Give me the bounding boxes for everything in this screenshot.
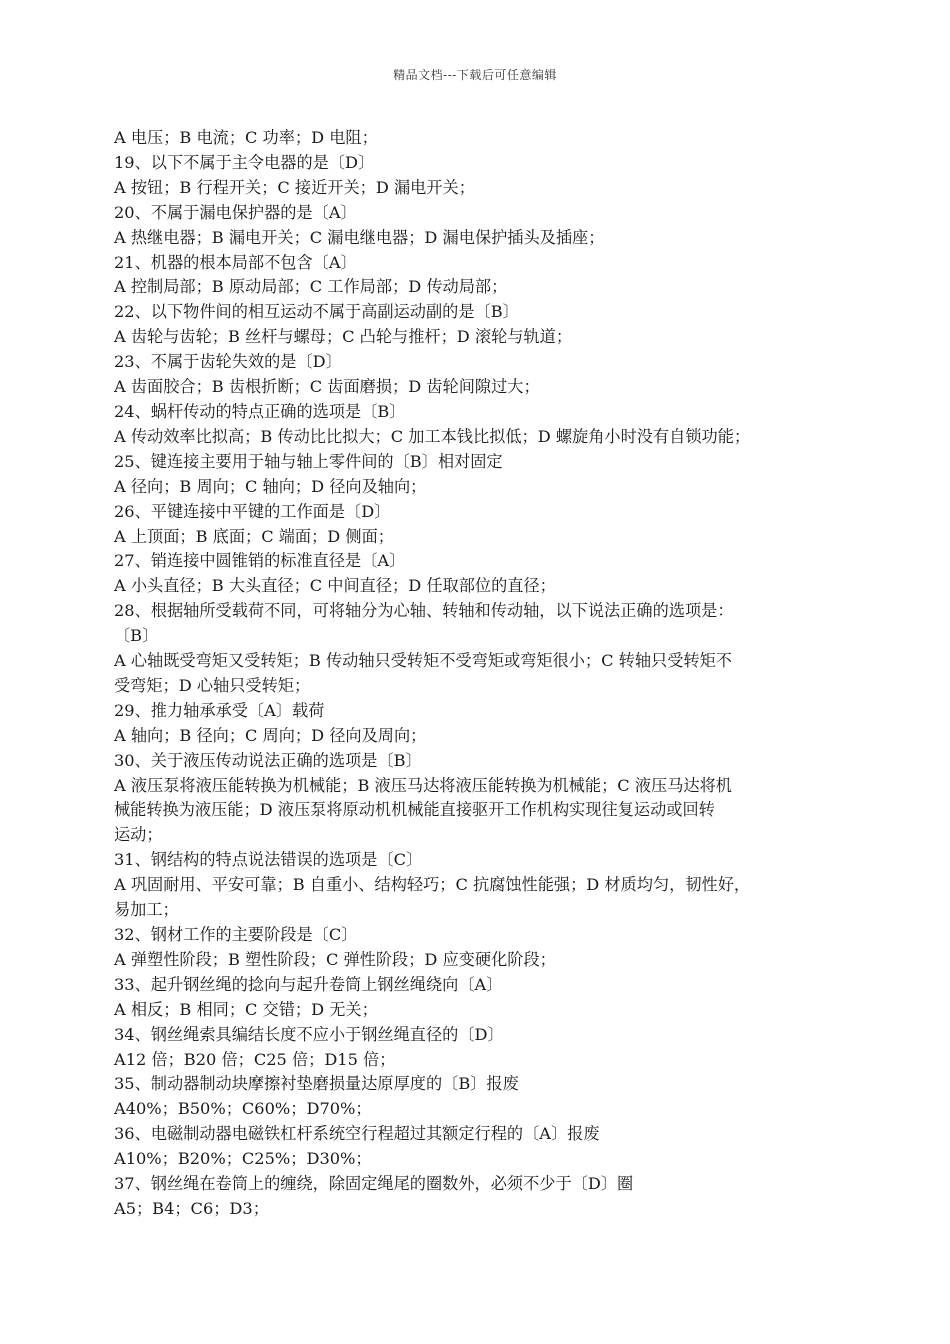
options-line: A 上顶面；B 底面；C 端面；D 侧面； (114, 526, 394, 546)
question-line: 37、钢丝绳在卷筒上的缠绕，除固定绳尾的圈数外，必须不少于〔D〕圈 (114, 1174, 634, 1194)
question-line: 21、机器的根本局部不包含〔A〕 (114, 252, 357, 272)
question-line: 30、关于液压传动说法正确的选项是〔B〕 (114, 750, 422, 770)
options-line: A 弹塑性阶段；B 塑性阶段；C 弹性阶段；D 应变硬化阶段； (114, 949, 556, 969)
question-line: 31、钢结构的特点说法错误的选项是〔C〕 (114, 850, 423, 870)
question-line: 28、根据轴所受载荷不同，可将轴分为心轴、转轴和传动轴，以下说法正确的选项是： (114, 601, 734, 621)
question-line: 32、钢材工作的主要阶段是〔C〕 (114, 925, 358, 944)
options-line: A 径向；B 周向；C 轴向；D 径向及轴向； (114, 476, 427, 496)
options-line: A 心轴既受弯矩又受转矩；B 传动轴只受转矩不受弯矩或弯矩很小；C 转轴只受转矩不 (114, 651, 732, 671)
options-line: A12 倍；B20 倍；C25 倍；D15 倍； (114, 1049, 396, 1069)
question-line: 34、钢丝绳索具编结长度不应小于钢丝绳直径的〔D〕 (114, 1024, 504, 1044)
options-line: A 液压泵将液压能转换为机械能；B 液压马达将液压能转换为机械能；C 液压马达将机 (114, 775, 732, 795)
options-line: 械能转换为液压能；D 液压泵将原动机机械能直接驱开工作机构实现往复运动或回转 (114, 800, 715, 820)
options-line: A 传动效率比拟高；B 传动比比拟大；C 加工本钱比拟低；D 螺旋角小时没有自锁功能； (114, 426, 751, 446)
options-line: A 相反；B 相同；C 交错；D 无关； (114, 999, 378, 1019)
question-line: 26、平键连接中平键的工作面是〔D〕 (114, 501, 391, 521)
page-header: 精品文档---下载后可任意编辑 (393, 68, 557, 82)
options-line: A 控制局部；B 原动局部；C 工作局部；D 传动局部； (114, 277, 508, 297)
question-line: 〔B〕 (114, 626, 159, 646)
question-line: 33、起升钢丝绳的捻向与起升卷筒上钢丝绳绕向〔A〕 (114, 974, 503, 994)
question-line: 25、键连接主要用于轴与轴上零件间的〔B〕相对固定 (114, 451, 503, 471)
options-line: A 按钮；B 行程开关；C 接近开关；D 漏电开关； (114, 177, 475, 197)
options-line: A 小头直径；B 大头直径；C 中间直径；D 任取部位的直径； (114, 576, 556, 596)
question-line: 19、以下不属于主令电器的是〔D〕 (114, 152, 375, 172)
options-line: 易加工； (114, 900, 179, 920)
question-line: 20、不属于漏电保护器的是〔A〕 (114, 202, 357, 222)
options-line: A 电压；B 电流；C 功率；D 电阻； (114, 128, 378, 147)
options-line: A 齿面胶合；B 齿根折断；C 齿面磨损；D 齿轮间隙过大； (114, 377, 540, 397)
options-line: A40%；B50%；C60%；D70%； (114, 1099, 372, 1119)
question-line: 22、以下物件间的相互运动不属于高副运动副的是〔B〕 (114, 302, 519, 322)
document-body (114, 126, 854, 1222)
options-line: 受弯矩；D 心轴只受转矩； (114, 675, 311, 695)
options-line: A 齿轮与齿轮；B 丝杆与螺母；C 凸轮与推杆；D 滚轮与轨道； (114, 327, 573, 347)
question-line: 36、电磁制动器电磁铁杠杆系统空行程超过其额定行程的〔A〕报废 (114, 1124, 600, 1144)
options-line: A5；B4；C6；D3； (114, 1198, 269, 1218)
question-line: 35、制动器制动块摩擦衬垫磨损量达原厚度的〔B〕报废 (114, 1074, 519, 1094)
options-line: A 轴向；B 径向；C 周向；D 径向及周向； (114, 725, 427, 745)
question-line: 29、推力轴承承受〔A〕载荷 (114, 700, 325, 720)
question-line: 23、不属于齿轮失效的是〔D〕 (114, 352, 342, 372)
options-line: 运动； (114, 825, 163, 845)
options-line: A 热继电器；B 漏电开关；C 漏电继电器；D 漏电保护插头及插座； (114, 227, 605, 247)
question-line: 27、销连接中圆锥销的标准直径是〔A〕 (114, 551, 406, 571)
options-line: A10%；B20%；C25%；D30%； (114, 1149, 372, 1169)
question-line: 24、蜗杆传动的特点正确的选项是〔B〕 (114, 401, 406, 421)
options-line: A 巩固耐用、平安可靠；B 自重小、结构轻巧；C 抗腐蚀性能强；D 材质均匀，韧性好， (114, 875, 751, 895)
